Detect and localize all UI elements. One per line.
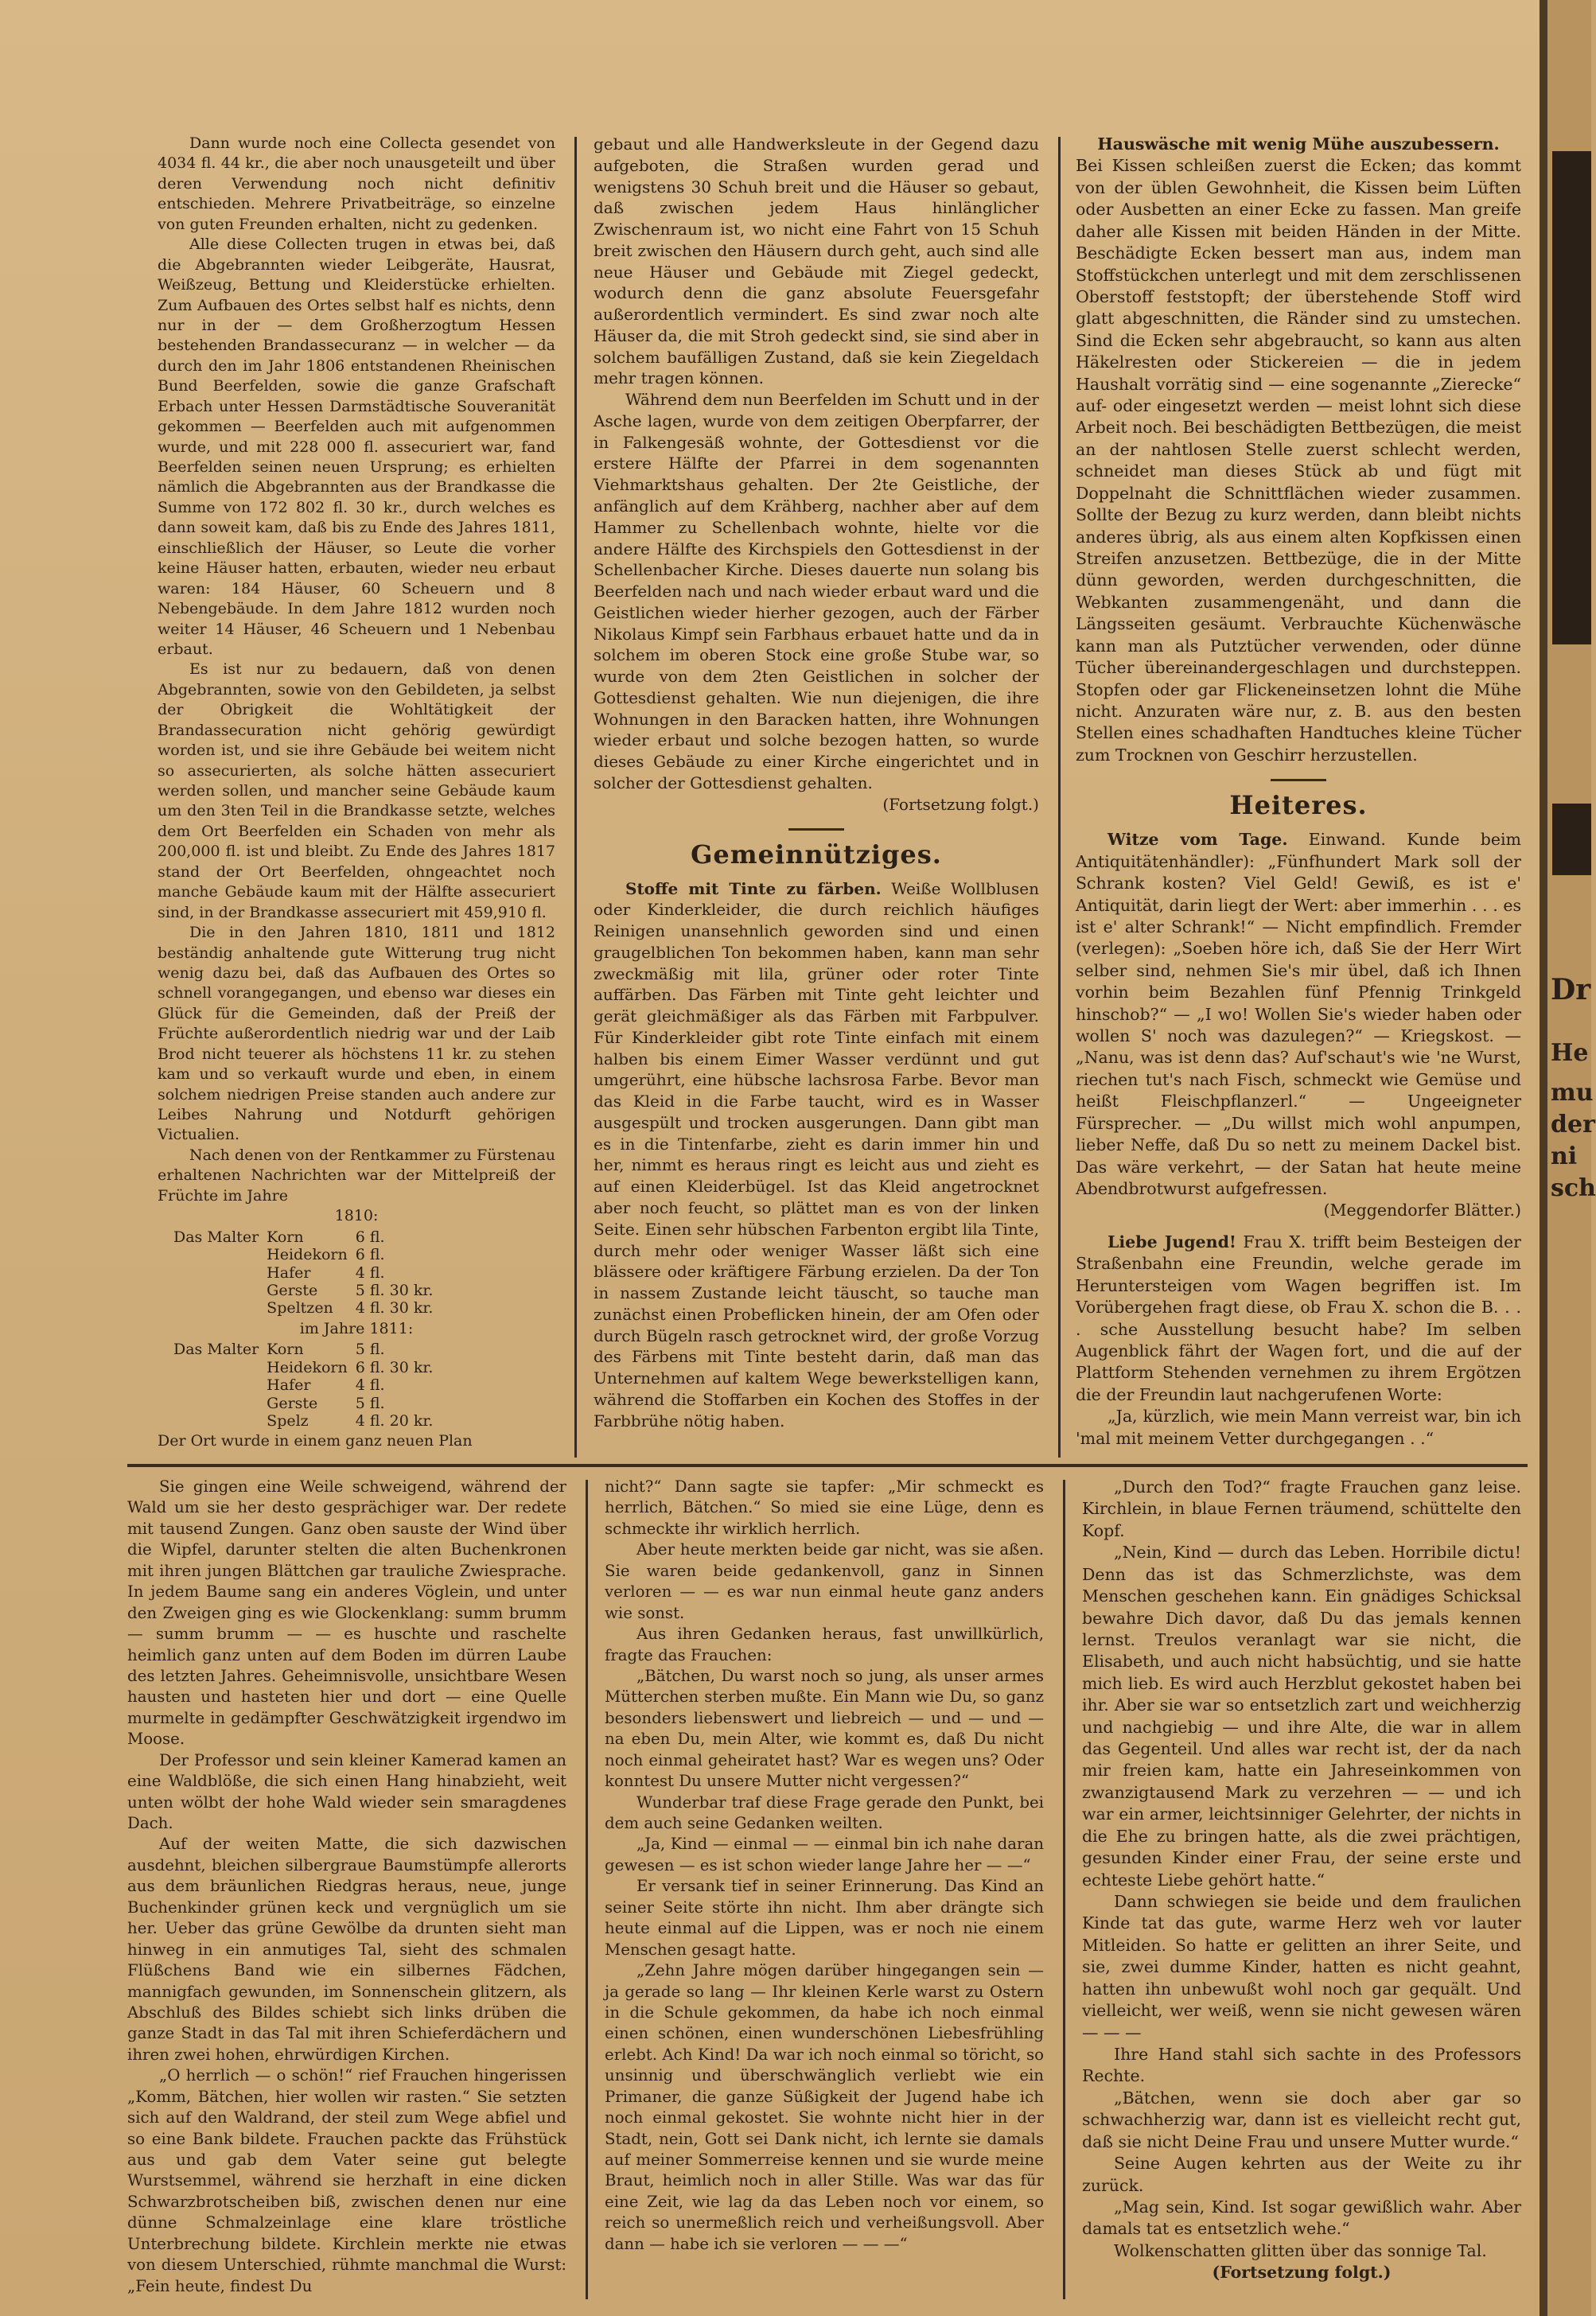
column-rule (586, 1480, 588, 2299)
paragraph: „Bätchen, wenn sie doch aber gar so schwachherzig war, dann ist es vielleicht recht gut, daß sie nicht Deine Frau und unsere Mutter wurde.“ (1082, 2088, 1521, 2151)
table-cell: Korn (267, 1341, 304, 1359)
paragraph: Seine Augen kehrten aus der Weite zu ihr zurück. (1082, 2154, 1521, 2195)
table-row (173, 1264, 441, 1282)
continued-note: (Fortsetzung folgt.) (1212, 2263, 1392, 2283)
paragraph: „Durch den Tod?“ fragte Frauchen ganz leise. Kirchlein, in blaue Fernen träumend, schüttelte den Kopf. (1082, 1477, 1521, 1540)
table-cell: Gerste (267, 1394, 318, 1412)
table-cell: 4 fl. 20 kr. (355, 1412, 434, 1430)
paragraph: „Zehn Jahre mögen darüber hingegangen sein — ja gerade so lang — Ihr kleinen Kerle warst zu Ostern in die Schule gekommen, da habe ich noch einmal einen schönen, einen wunderschönen Liebesfrühling erlebt. Ach Kind! Da war ich noch einmal so töricht, so unsinnig und überschwänglich verliebt wie ein Primaner, die ganze Süßigkeit der Jugend habe ich noch einmal gekostet. Sie wohnte nicht hier in der Stadt, nein, Gott sei Dank nicht, ich lernte sie damals auf meiner Sommerreise kennen und sie wurde meine Braut, heimlich noch in aller Stille. Was war das für eine Zeit, wie lag da das Leben noch vor einem, so reich so unermeßlich reich und verheißungsvoll. Aber dann — habe ich sie verloren — — —“ (605, 1961, 1044, 2253)
paragraph: Die in den Jahren 1810, 1811 und 1812 beständig anhaltende gute Witterung trug nicht wenig dazu bei, daß das Aufbauen des Ortes so schnell vorangegangen, und ebenso war dieses ein Glück für die Gemeinden, daß der Preiß der Früchte außerordentlich niedrig war und der Laib Brod nicht teuerer als höchstens 11 kr. zu stehen kam und so verkauft wurde und eben, in einem solchem niedrigen Preise standen auch andere zur Leibes Nahrung und Notdurft gehörigen Victualien. (158, 924, 555, 1144)
article-subhead: Stoffe mit Tinte zu färben. (625, 878, 882, 898)
paragraph: Dann schwiegen sie beide und dem fraulichen Kinde tat das gute, warme Herz weh vor lauter Mitleiden. So hatte er gelitten an ihrer Seite, und sie, zwei dumme Kinder, hatten es nicht geahnt, hatten ihn unbewußt wohl noch gar gequält. Und vielleicht, wer weiß, wenn sie nicht gewesen wären — — — (1082, 1892, 1521, 2042)
bottom-column-1 (127, 1477, 566, 2297)
adjacent-page-text: der (1551, 1111, 1595, 1139)
table-row (173, 1246, 441, 1263)
table-cell: Speltzen (267, 1299, 333, 1318)
table-cell: 5 fl. 30 kr. (355, 1281, 434, 1299)
paragraph: Wunderbar traf diese Frage gerade den Punkt, bei dem auch seine Gedanken weilten. (605, 1792, 1044, 1832)
column-rule (1058, 137, 1061, 1458)
page-gutter (1540, 0, 1547, 2316)
adjacent-page-text: Dr (1551, 973, 1591, 1006)
paragraph: „Bätchen, Du warst noch so jung, als unser armes Mütterchen sterben mußte. Ein Mann wie Du, so ganz besonders liebenswert und liebreich — und — und — na eben Du, mein Alter, wie kommt es, daß Du nicht noch einmal geheiratet hast? War es wegen uns? Oder konntest Du unsere Mutter nicht vergessen?“ (605, 1666, 1044, 1791)
paragraph: „O herrlich — o schön!“ rief Frauchen hingerissen „Komm, Bätchen, hier wollen wir rasten.“ Sie setzten sich auf den Waldrand, der steil zum Wege abfiel und so eine Bank bildete. Frauchen packte das Frühstück aus und gab dem Vater seine gut belegte Wurstsemmel, während sie herzhaft in eine dicken Schwarzbrotscheiben biß, zwischen denen nur eine dünne Schmalzeinlage eine klare tröstliche Unterbrechung bildete. Kirchlein merkte nie etwas von diesem Unterschied, rühmte manchmal die Wurst: „Fein heute, findest Du (127, 2066, 566, 2295)
top-column-3 (1076, 134, 1521, 1450)
paragraph: Bei Kissen schleißen zuerst die Ecken; das kommt von der üblen Gewohnheit, die Kissen beim Lüften oder Ausbetten an einer Ecke zu fassen. Man greife daher alle Kissen mit beiden Händen in der Mitte. Beschädigte Ecken bessert man aus, indem man Stoffstückchen unterlegt und mit dem zerschlissenen Oberstoff feststopft; der überstehende Stoff wird glatt abgeschnitten, die Ränder sind zu umstechen. Sind die Ecken sehr abgebraucht, so kann aus alten Häkelresten oder Stickereien — die in jedem Haushalt vorrätig sind — eine sogenannte „Zierecke“ auf- oder eingesetzt werden — meist lohnt sich diese Arbeit noch. Bei beschädigten Bettbezügen, die meist an der nahtlosen Stelle zuerst schlecht werden, schneidet man dieses Stück ab und fügt mit Doppelnaht die Schnittflächen wieder zusammen. Sollte der Bezug zu kurz werden, dann bleibt nichts anderes übrig, als aus einem alten Kopfkissen einen Streifen anzusetzen. Bettbezüge, die in der Mitte dünn geworden, werden durchgeschnitten, die Webkanten zusammengenäht, und dann die Längsseiten gesäumt. Verbrauchte Küchenwäsche kann man als Putztücher verwenden, oder dünne Tücher übereinandergeschlagen und durchsteppen. Stopfen oder gar Flickeneinsetzen lohnt die Mühe nicht. Anzuraten wäre nur, z. B. aus den besten Stellen eines schadhaften Handtuches kleine Tücher zum Trocknen von Geschirr herzustellen. (1076, 156, 1521, 765)
section-heading: Gemeinnütziges. (691, 839, 942, 870)
section-divider (1271, 779, 1326, 781)
price-table-1811 (173, 1341, 441, 1430)
table-row (173, 1376, 441, 1394)
table-cell: Hafer (267, 1263, 311, 1282)
paragraph: Aus ihren Gedanken heraus, fast unwillkürlich, fragte das Frauchen: (605, 1625, 1044, 1664)
table-cell (173, 1359, 267, 1376)
table-row (173, 1282, 441, 1299)
paragraph: „Ja, Kind — einmal — — einmal bin ich nahe daran gewesen — es ist schon wieder lange Jahre her — —“ (605, 1835, 1044, 1874)
table-cell: Spelz (267, 1412, 309, 1430)
column-rule (574, 137, 577, 1458)
paragraph: „Mag sein, Kind. Ist sogar gewißlich wahr. Aber damals tat es entsetzlich wehe.“ (1082, 2197, 1521, 2239)
section-divider (788, 828, 844, 831)
article-subhead: Hauswäsche mit wenig Mühe auszubessern. (1097, 134, 1500, 154)
paragraph (1076, 829, 1521, 1200)
paragraph (594, 878, 1039, 1432)
table-cell: 5 fl. (355, 1341, 385, 1359)
feuilleton-rule (127, 1464, 1528, 1467)
paragraph: nicht?“ Dann sagte sie tapfer: „Mir schmeckt es herrlich, Bätchen.“ So mied sie eine Lüge, denn es schmeckte ihr wirklich herrlich. (605, 1477, 1044, 1538)
table-cell (173, 1299, 267, 1317)
bottom-column-2 (605, 1477, 1044, 2255)
year-label: im Jahre 1811: (299, 1319, 414, 1337)
table-cell: 4 fl. (355, 1263, 385, 1282)
table-cell: Heidekorn (267, 1358, 348, 1376)
table-cell (173, 1246, 267, 1263)
table-cell: Heidekorn (267, 1246, 348, 1264)
table-cell: 6 fl. 30 kr. (355, 1358, 434, 1376)
table-cell (173, 1412, 267, 1430)
table-row (173, 1341, 441, 1358)
bottom-column-3 (1082, 1477, 1521, 2284)
paragraph (1076, 1232, 1521, 1406)
top-column-1 (158, 134, 555, 1452)
table-row (173, 1299, 441, 1317)
dark-print-block (1552, 804, 1591, 875)
article-body: Einwand. Kunde beim Antiquitätenhändler): „Fünfhundert Mark soll der Schrank kosten? Viel Geld! Gewiß, es ist e' Antiquität, darin liegt der Wert: aber immerhin . . . es ist e' alter Schrank!“ — Nicht empfindlich. Fremder (verlegen): „Soeben höre ich, daß Sie der Herr Wirt selber sind, nehmen Sie's mir übel, daß ich Ihnen vorhin beim Bezahlen fünf Pfennig Trinkgeld hinschob?“ — „I wo! Wollen Sie's wieder haben oder wollen S' noch was dazulegen?“ — Kriegskost. — „Nanu, was ist denn das? Auf'schaut's wie 'ne Wurst, riechen tut's nach Fisch, schmeckt wie Gemüse und heißt Fleischpflanzerl.“ — Ungeeigneter Fürsprecher. — „Du willst mich wohl anpumpen, lieber Neffe, daß Du so nett zu meinem Dackel bist. Das wäre verkehrt, — der Satan hat heute meine Abendbrotwurst aufgefressen. (1076, 830, 1521, 1198)
adjacent-page-text: mu (1551, 1079, 1594, 1107)
paragraph: Dann wurde noch eine Collecta gesendet von 4034 fl. 44 kr., die aber noch unausgeteilt und über deren Verwendung noch nicht definitiv entschieden. Mehrere Privatbeiträge, so einzelne von guten Freunden erhalten, nicht zu gedenken. (158, 134, 555, 233)
article-body: Frau X. trifft beim Besteigen der Straßenbahn eine Freundin, welche gerade im Heruntersteigen vom Wagen begriffen ist. Im Vorübergehen fragt diese, ob Frau X. schon die B. . . . sche Ausstellung besucht habe? Im selben Augenblick fährt der Wagen fort, und die auf der Plattform Stehenden vernehmen zu ihrem Ergötzen die der Freundin laut nachgerufenen Worte: (1076, 1232, 1521, 1404)
adjacent-page-edge (1547, 0, 1596, 2316)
paragraph: Der Ort wurde in einem ganz neuen Plan (158, 1432, 473, 1450)
year-label: 1810: (334, 1207, 379, 1225)
table-cell: Hafer (267, 1376, 311, 1395)
adjacent-page-text: He (1551, 1039, 1589, 1067)
paragraph: Auf der weiten Matte, die sich dazwischen ausdehnt, bleichen silbergraue Baumstümpfe allerorts aus dem bräunlichen Riedgras heraus, neue, junge Buchenkinder grünen keck und vergnüglich um sie her. Ueber das grüne Gewölbe da drunten sieht man hinweg in ein anmutiges Tal, sieht des schmalen Flüßchens Band wie ein silbernes Fädchen, mannigfach gewunden, im Sonnenschein glitzern, als Abschluß des Bildes schiebt sich links drüben die ganze Stadt in das Tal mit ihren Schieferdächern und ihren zwei hohen, ehrwürdigen Kirchen. (127, 1835, 566, 2064)
adjacent-page-text: ni (1551, 1142, 1578, 1170)
table-row (173, 1412, 441, 1430)
source-note: (Meggendorfer Blätter.) (1323, 1201, 1521, 1220)
table-cell: Das Malter (173, 1341, 259, 1359)
paragraph: „Ja, kürzlich, wie mein Mann verreist war, bin ich 'mal mit meinem Vetter durchgegangen . .“ (1076, 1407, 1521, 1448)
adjacent-page-text: sch (1551, 1174, 1596, 1202)
paragraph: Alle diese Collecten trugen in etwas bei, daß die Abgebrannten wieder Leibgeräte, Hausrat, Weißzeug, Bettung und Kleiderstücke erhielten. Zum Aufbauen des Ortes selbst half es nichts, denn nur in der — dem Großherzogtum Hessen bestehenden Brandassecuranz — in welcher — da durch den im Jahr 1806 entstandenen Rheinischen Bund Beerfelden, sowie die ganze Grafschaft Erbach unter Hessen Darmstädtische Souveranität gekommen — Beerfelden auch mit aufgenommen wurde, und mit 228 000 fl. assecuriert war, fand Beerfelden seinen neuen Ursprung; es erhielten nämlich die Abgebrannten aus der Brandkasse die Summe von 172 802 fl. 30 kr., durch welches es dann soweit kam, daß bis zu Ende des Jahres 1811, einschließlich der Häuser, so Leute die vorher keine Häuser hatten, erbauten, wieder neu erbaut waren: 184 Häuser, 60 Scheuern und 8 Nebengebäude. In dem Jahre 1812 wurden noch weiter 14 Häuser, 46 Scheuern und 1 Nebenbau erbaut. (158, 235, 555, 658)
table-row (173, 1228, 441, 1246)
table-cell (173, 1395, 267, 1412)
article-body: Weiße Wollblusen oder Kinderkleider, die durch reichlich häufiges Reinigen unansehnlich geworden sind und einen graugelblichen Ton bekommen haben, kann man sehr zweckmäßig mit lila, grüner oder roter Tinte auffärben. Das Färben mit Tinte geht leichter und gerät gleichmäßiger als das Färben mit Farbpulver. Für Kinderkleider gibt rote Tinte einfach mit einem halben bis einem Eimer Wasser verdünnt und gut umgerührt, eine hübsche lachsrosa Farbe. Bevor man das Kleid in die Farbe taucht, wird es in Wasser ausgespült und trocken ausgerungen. Dann gibt man es in die Tintenfarbe, zieht es darin immer hin und her, nimmt es heraus ringt es leicht aus und zieht es auf einen Kleiderbügel. Ist das Kleid angetrocknet aber noch feucht, so plättet man es von der linken Seite. Einen sehr hübschen Farbenton ergibt lila Tinte, durch mehr oder weniger Wasser läßt sich eine blässere oder kräftigere Färbung erzielen. Da der Ton in nassem Zustande leicht täuscht, so tauche man zunächst einen Probeflicken hinein, der am Ofen oder durch Bügeln rasch getrocknet wird, der große Vorzug des Färbens mit Tinte besteht darin, daß man das Unternehmen auf kaltem Wege bewerkstelligen kann, während die Stoffarben ein Kochen des Stoffes in der Farbbrühe nötig haben. (594, 878, 1039, 1430)
table-cell: 5 fl. (355, 1394, 385, 1412)
table-cell (173, 1264, 267, 1282)
paragraph: Der Professor und sein kleiner Kamerad kamen an eine Waldblöße, die sich einen Hang hinabzieht, weit unten wölbt der hohe Wald wieder sein smaragdenes Dach. (127, 1750, 566, 1832)
article-subhead: Witze vom Tage. (1107, 830, 1288, 850)
top-column-2 (594, 134, 1039, 1431)
paragraph: Nach denen von der Rentkammer zu Fürstenau erhaltenen Nachrichten war der Mittelpreiß der Früchte im Jahre (158, 1146, 555, 1205)
table-cell (173, 1282, 267, 1299)
paragraph: Sie gingen eine Weile schweigend, während der Wald um sie her desto gesprächiger war. Der redete mit tausend Zungen. Ganz oben sauste der Wind über die Wipfel, darunter stelten die alten Buchenkronen mit ihren jungen Blättchen gar trauliche Zwiesprache. In jedem Baume sang ein anderes Vöglein, und unter den Zweigen ging es wie Glockenklang: summ brumm — summ brumm — — es huschte und raschelte heimlich ganz unten auf dem Boden im dürren Laube des letzten Jahres. Geheimnisvolle, unsichtbare Wesen hausten und hasteten hier und dort — eine Quelle murmelte in gedämpfter Geschwätzigkeit irgendwo im Moose. (127, 1477, 566, 1749)
paragraph: Er versank tief in seiner Erinnerung. Das Kind an seiner Seite störte ihn nicht. Ihm aber drängte sich heute einmal auf die Lippen, was er noch nie einem Menschen gesagt hatte. (605, 1877, 1044, 1959)
paragraph: Es ist nur zu bedauern, daß von denen Abgebrannten, sowie von den Gebildeten, ja selbst der Obrigkeit die Wohltätigkeit der Brandassecuration nicht gehörig gewürdigt worden ist, und sie ihre Gebäude bei weitem nicht so assecurierten, als solche hätten assecuriert werden sollen, und mancher seine Gebäude kaum um den 3ten Teil in die Brandkasse setzte, welches dem Ort Beerfelden ein Schaden von mehr als 200,000 fl. ist und bleibt. Zu Ende des Jahres 1817 stand der Ort Beerfelden, ohngeachtet noch manche Gebäude kaum mit der Hälfte assecuriert sind, in der Brandkasse assecuriert mit 459,910 fl. (158, 660, 555, 921)
table-row (173, 1395, 441, 1412)
paragraph: Ihre Hand stahl sich sachte in des Professors Rechte. (1082, 2044, 1521, 2086)
paragraph: Während dem nun Beerfelden im Schutt und in der Asche lagen, wurde von dem zeitigen Oberpfarrer, der in Falkengesäß wohnte, der Gottesdienst vor die erstere Hälfte der Pfarrei in dem sogenannten Viehmarktshaus gehalten. Der 2te Geistliche, der anfänglich auf dem Krähberg, nachher aber auf dem Hammer zu Schellenbach wohnte, hielte vor die andere Hälfte des Kirchspiels den Gottesdienst in der Schellenbacher Kirche. Dieses dauerte nun solang bis Beerfelden nach und nach wieder erbaut ward und die Geistlichen wieder hierher gezogen, auch der Färber Nikolaus Kimpf sein Farbhaus erbauet hatte und da in solchem im oberen Stock eine große Stube war, so wurde von dem 2ten Geistlichen in solcher der Gottesdienst gehalten. Wie nun diejenigen, die ihre Wohnungen in den Baracken hatten, ihre Wohnungen wieder erbaut und solche bezogen hatten, so wurde dieses Gebäude zu einer Kirche eingerichtet und in solcher der Gottesdienst gehalten. (594, 390, 1039, 792)
table-cell: 4 fl. (355, 1376, 385, 1395)
table-cell: Das Malter (173, 1228, 259, 1246)
table-cell: 6 fl. (355, 1228, 385, 1246)
table-cell (173, 1376, 267, 1394)
table-cell: 4 fl. 30 kr. (355, 1299, 434, 1318)
table-row (173, 1359, 441, 1376)
table-cell: Korn (267, 1228, 304, 1246)
paragraph: Wolkenschatten glitten über das sonnige Tal. (1114, 2240, 1487, 2260)
column-rule (1063, 1480, 1065, 2299)
article-subhead: Liebe Jugend! (1107, 1232, 1236, 1251)
paragraph: „Nein, Kind — durch das Leben. Horribile dictu! Denn das ist das Schmerzlichste, was dem Menschen geschehen kann. Ein gnädiges Schicksal bewahre Dich davor, daß Du das jemals kennen lernst. Treulos veranlagt war sie nicht, die Elisabeth, und auch nicht habsüchtig, und sie hatte mich lieb. Es wird auch Herzblut gekostet haben bei ihr. Aber sie war so entsetzlich zart und weichherzig und nachgiebig — und ihre Alte, die war in allem das Gegenteil. Und alles war recht ist, der da nach mir freien kam, hatte ein Jahreseinkommen von zwanzigtausend Mark zu verzehren — — und ich war ein armer, leichtsinniger Gelehrter, der nichts in die Ehe zu bringen hatte, als die zwei prächtigen, gesunden Kinder einer Frau, der seine erste und echteste Liebe gehört hatte.“ (1082, 1543, 1521, 1890)
price-table-1810 (173, 1228, 441, 1318)
continued-note: (Fortsetzung folgt.) (882, 794, 1039, 814)
paragraph: gebaut und alle Handwerksleute in der Gegend dazu aufgeboten, die Straßen wurden gerad und wenigstens 30 Schuh breit und die Häuser so gebaut, daß zwischen jedem Haus hinlänglicher Zwischenraum ist, wo nicht eine Fahrt von 15 Schuh breit zwischen den Häusern durch geht, auch sind alle neue Häuser und Gebäude mit Ziegel gedeckt, wodurch denn die ganz absolute Feuersgefahr außerordentlich vermindert. Es sind zwar noch alte Häuser da, die mit Stroh gedeckt sind, sie sind aber in solchem baufälligen Zustand, daß sie kein Ziegeldach mehr tragen können. (594, 134, 1039, 388)
table-cell: 6 fl. (355, 1246, 385, 1264)
paragraph: Aber heute merkten beide gar nicht, was sie aßen. Sie waren beide gedankenvoll, ganz in Sinnen verloren — — es war nun einmal heute ganz anders wie sonst. (605, 1540, 1044, 1622)
dark-print-block (1552, 151, 1591, 644)
section-heading: Heiteres. (1229, 790, 1368, 821)
table-cell: Gerste (267, 1281, 318, 1299)
